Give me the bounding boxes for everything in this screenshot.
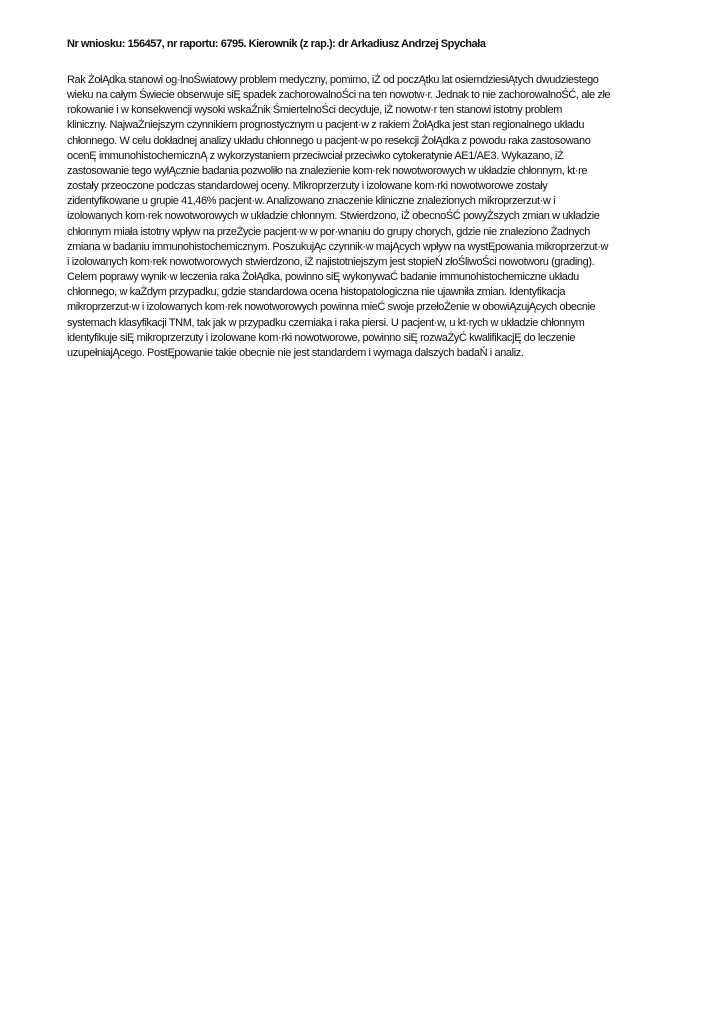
body-line: chłonnego. W celu dokładnej analizy układu chłonnego u pacjent·w po resekcji ŻołĄdka z powodu raka zastosowano	[67, 134, 591, 147]
body-line: zmiana w badaniu immunohistochemicznym. PoszukujĄc czynnik·w majĄcych wpływ na wystĘpowania mikroprzerzut·w	[67, 240, 609, 253]
body-line: uzupełniajĄcego. PostĘpowanie takie obecnie nie jest standardem i wymaga dalszych badaŃ i analiz.	[67, 346, 524, 359]
body-line: Rak ŻołĄdka stanowi og·lnoŚwiatowy problem medyczny, pomimo, iŻ od poczĄtku lat osiemdziesiĄtych dwudziestego	[67, 74, 599, 86]
body-line: rokowanie i w konsekwencji wysoki wskaŹnik ŚmiertelnoŚci decyduje, iŻ nowotw·r ten stanowi istotny problem	[67, 104, 562, 117]
body-line: systemach klasyfikacji TNM, tak jak w przypadku czerniaka i raka piersi. U pacjent·w, u kt·rych w układzie chłonnym	[67, 316, 585, 329]
body-line: chłonnym miała istotny wpływ na przeŻycie pacjent·w w por·wnaniu do grupy chorych, gdzie nie znaleziono Żadnych	[67, 225, 590, 238]
body-line: Celem poprawy wynik·w leczenia raka ŻołĄdka, powinno siĘ wykonywaĆ badanie immunohistochemiczne układu	[67, 271, 579, 284]
body-line: ocenĘ immunohistochemicznĄ z wykorzystaniem przeciwciał przeciwko cytokeratynie AE1/AE3. Wykazano, iŻ	[67, 149, 564, 162]
document-header: Nr wniosku: 156457, nr raportu: 6795. Kierownik (z rap.): dr Arkadiusz Andrzej Spychała	[67, 38, 486, 50]
body-line: zostały przeoczone podczas standardowej oceny. Mikroprzerzuty i izolowane kom·rki nowotworowe zostały	[67, 180, 548, 193]
body-line: kliniczny. NajwaŻniejszym czynnikiem prognostycznym u pacjent·w z rakiem ŻołĄdka jest stan regionalnego układu	[67, 119, 585, 132]
body-line: wieku na całym Świecie obserwuje siĘ spadek zachorowalnoŚci na ten nowotw·r. Jednak to nie zachorowalnoŚĆ, ale złe	[67, 89, 611, 102]
body-line: chłonnego, w kaŻdym przypadku, gdzie standardowa ocena histopatologiczna nie ujawniła zmian. Identyfikacja	[67, 286, 566, 299]
body-line: izolowanych kom·rek nowotworowych w układzie chłonnym. Stwierdzono, iŻ obecnoŚĆ powyŻszych zmian w układzie	[67, 210, 600, 223]
body-line: i izolowanych kom·rek nowotworowych stwierdzono, iŻ najistotniejszym jest stopieŃ złoŚliwoŚci nowotworu (grading).	[67, 255, 595, 268]
body-line: zastosowanie tego wyłĄcznie badania pozwoliło na znalezienie kom·rek nowotworowych w układzie chłonnym, kt·re	[67, 164, 588, 177]
document-body	[67, 73, 695, 361]
body-line: mikroprzerzut·w i izolowanych kom·rek nowotworowych powinna mieĆ swoje przełoŻenie w obowiĄzujĄcych obecnie	[67, 301, 596, 314]
body-line: identyfikuje siĘ mikroprzerzuty i izolowane kom·rki nowotworowe, powinno siĘ rozwaŻyĆ kwalifikacjĘ do leczenie	[67, 331, 576, 344]
body-line: zidentyfikowane u grupie 41,46% pacjent·w. Analizowano znaczenie kliniczne znalezionych mikroprzerzut·w i	[67, 195, 556, 208]
